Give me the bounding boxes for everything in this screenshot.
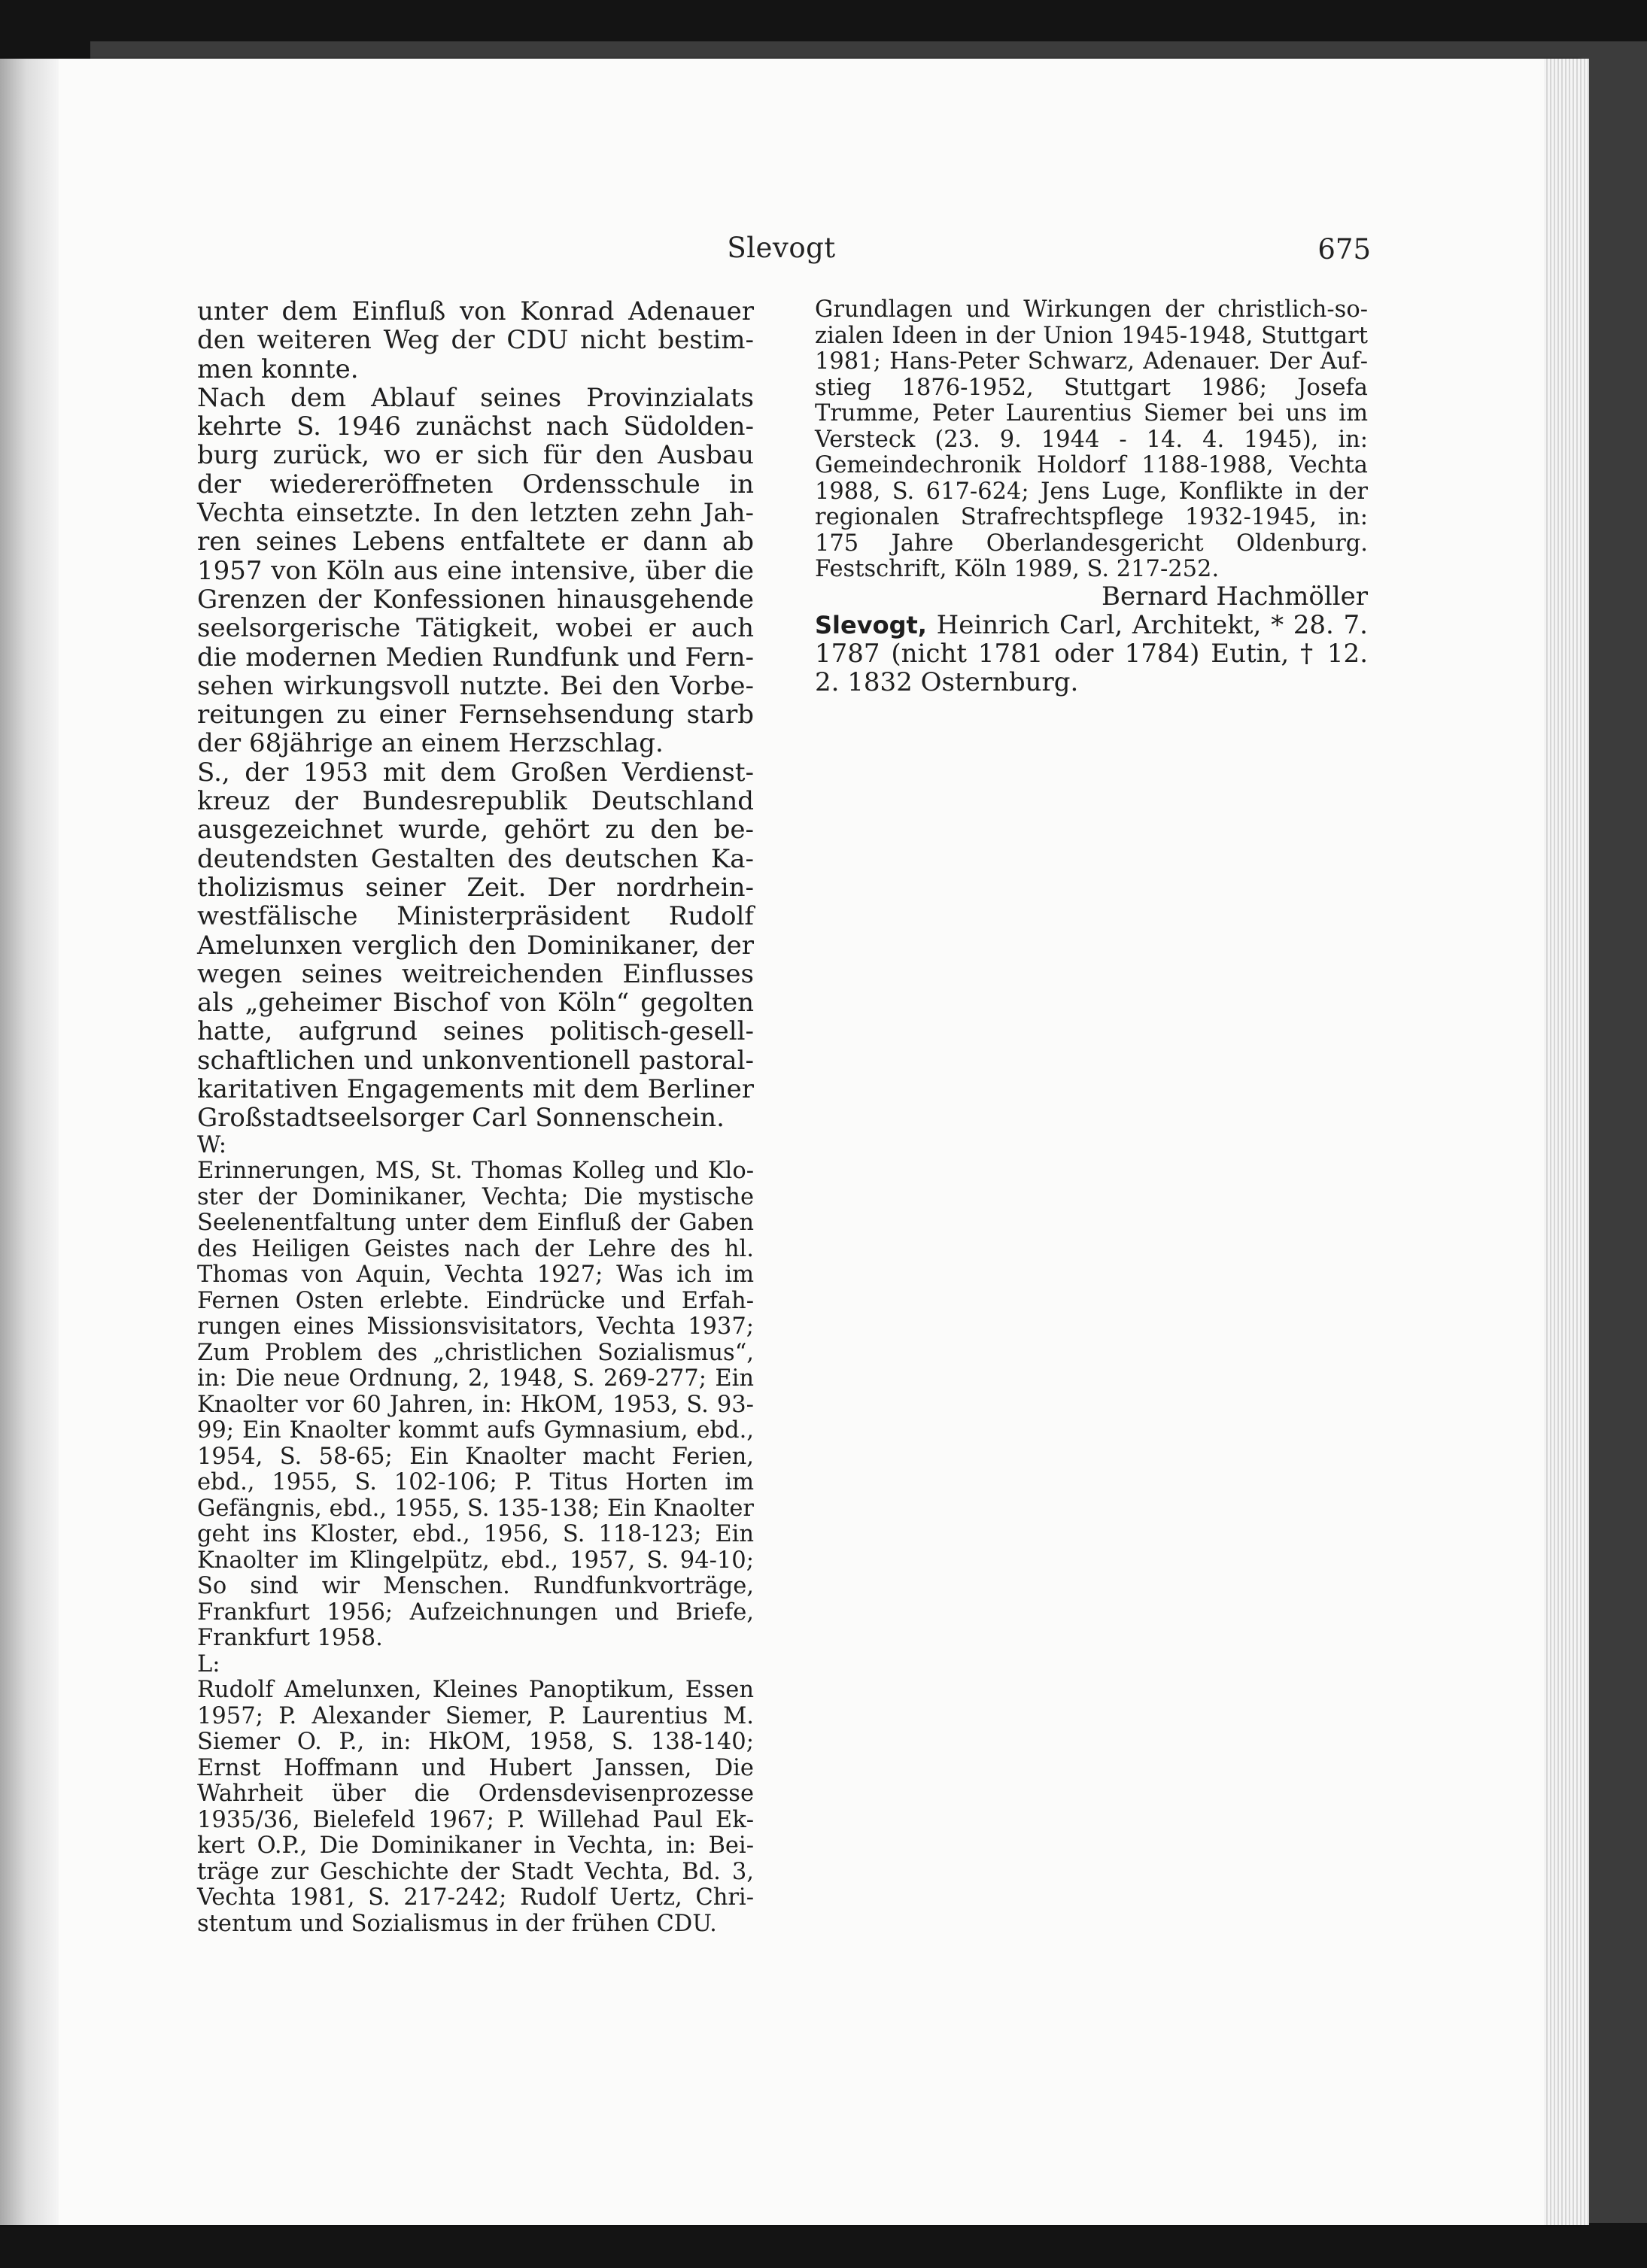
entry-heading xyxy=(815,611,1368,697)
page-edges xyxy=(1544,59,1589,2225)
entry-text: Heinrich Carl, Architekt, * 28. 7. 1787 (nicht 1781 oder 1784) Eutin, † 12. 2. 1832 Osternburg. xyxy=(815,609,1368,697)
running-head-title: Slevogt xyxy=(727,232,836,264)
works-label: W: xyxy=(197,1131,226,1158)
literature-list: Rudolf Amelunxen, Kleines Panoptikum, Essen 1957; P. Alexander Siemer, P. Laurentius M. Siemer O. P., in: HkOM, 1958, S. 138-140; Ernst Hoffmann und Hubert Janssen, Die Wahrheit über die Ordensdevisenprozesse 1935/36, Bielefeld 1967; P. Willehad Paul Ekkert O.P., Die Dominikaner in Vechta, in: Beiträge zur Geschichte der Stadt Vechta, Bd. 3, Vechta 1981, S. 217-242; Rudolf Uertz, Christentum und Sozialismus in der frühen CDU. xyxy=(197,1677,754,1937)
article-author: Bernard Hachmöller xyxy=(1101,581,1368,612)
right-column xyxy=(815,297,1368,697)
literature-continued: Grundlagen und Wirkungen der christlich-sozialen Ideen in der Union 1945-1948, Stuttgart 1981; Hans-Peter Schwarz, Adenauer. Der Aufstieg 1876-1952, Stuttgart 1986; Josefa Trumme, Peter Laurentius Siemer bei uns im Versteck (23. 9. 1944 - 14. 4. 1945), in: Gemeindechronik Holdorf 1188-1988, Vechta 1988, S. 617-624; Jens Luge, Konflikte in der regionalen Strafrechtspflege 1932-1945, in: 175 Jahre Oberlandesgericht Oldenburg. Festschrift, Köln 1989, S. 217-252. xyxy=(815,296,1368,582)
works-list: Erinnerungen, MS, St. Thomas Kolleg und Kloster der Dominikaner, Vechta; Die mystische Seelenentfaltung unter dem Einfluß der Gaben des Heiligen Geistes nach der Lehre des hl. Thomas von Aquin, Vechta 1927; Was ich im Fernen Osten erlebte. Eindrücke und Erfahrungen eines Missionsvisitators, Vechta 1937; Zum Problem des „christlichen Sozialismus“, in: Die neue Ordnung, 2, 1948, S. 269-277; Ein Knaolter vor 60 Jahren, in: HkOM, 1953, S. 93-99; Ein Knaolter kommt aufs Gymnasium, ebd., 1954, S. 58-65; Ein Knaolter macht Ferien, ebd., 1955, S. 102-106; P. Titus Horten im Gefängnis, ebd., 1955, S. 135-138; Ein Knaolter geht ins Kloster, ebd., 1956, S. 118-123; Ein Knaolter im Klingelpütz, ebd., 1957, S. 94-10; So sind wir Menschen. Rundfunkvorträge, Frankfurt 1956; Aufzeichnungen und Briefe, Frankfurt 1958. xyxy=(197,1158,754,1652)
page-number: 675 xyxy=(1317,233,1371,266)
body-paragraph-1: unter dem Einfluß von Konrad Adenauer den weiteren Weg der CDU nicht bestimmen konnte. xyxy=(197,296,754,384)
literature-label: L: xyxy=(197,1650,220,1677)
entry-name: Slevogt, xyxy=(815,610,927,639)
body-paragraph-3: S., der 1953 mit dem Großen Verdienstkreuz der Bundesrepublik Deutschland ausgezeichnet wurde, gehört zu den bedeutendsten Gestalten des deutschen Katholizismus seiner Zeit. Der nordrheinwestfälische Ministerpräsident Rudolf Amelunxen verglich den Dominikaner, der wegen seines weitreichenden Einflusses als „geheimer Bischof von Köln“ gegolten hatte, aufgrund seines politisch-gesellschaftlichen und unkonventionell pastoralkaritativen Engagements mit dem Berliner Großstadtseelsorger Carl Sonnenschein. xyxy=(197,757,754,1134)
page-gutter-shadow xyxy=(0,59,59,2225)
running-head xyxy=(192,232,1371,269)
body-paragraph-2: Nach dem Ablauf seines Provinzialats kehrte S. 1946 zunächst nach Südoldenburg zurück, wo er sich für den Ausbau der wiedereröffneten Ordensschule in Vechta einsetzte. In den letzten zehn Jahren seines Lebens entfaltete er dann ab 1957 von Köln aus eine intensive, über die Grenzen der Konfessionen hinausgehende seelsorgerische Tätigkeit, wobei er auch die modernen Medien Rundfunk und Fernsehen wirkungsvoll nutzte. Bei den Vorbereitungen zu einer Fernsehsendung starb der 68jährige an einem Herzschlag. xyxy=(197,382,754,759)
left-column xyxy=(197,297,754,1937)
